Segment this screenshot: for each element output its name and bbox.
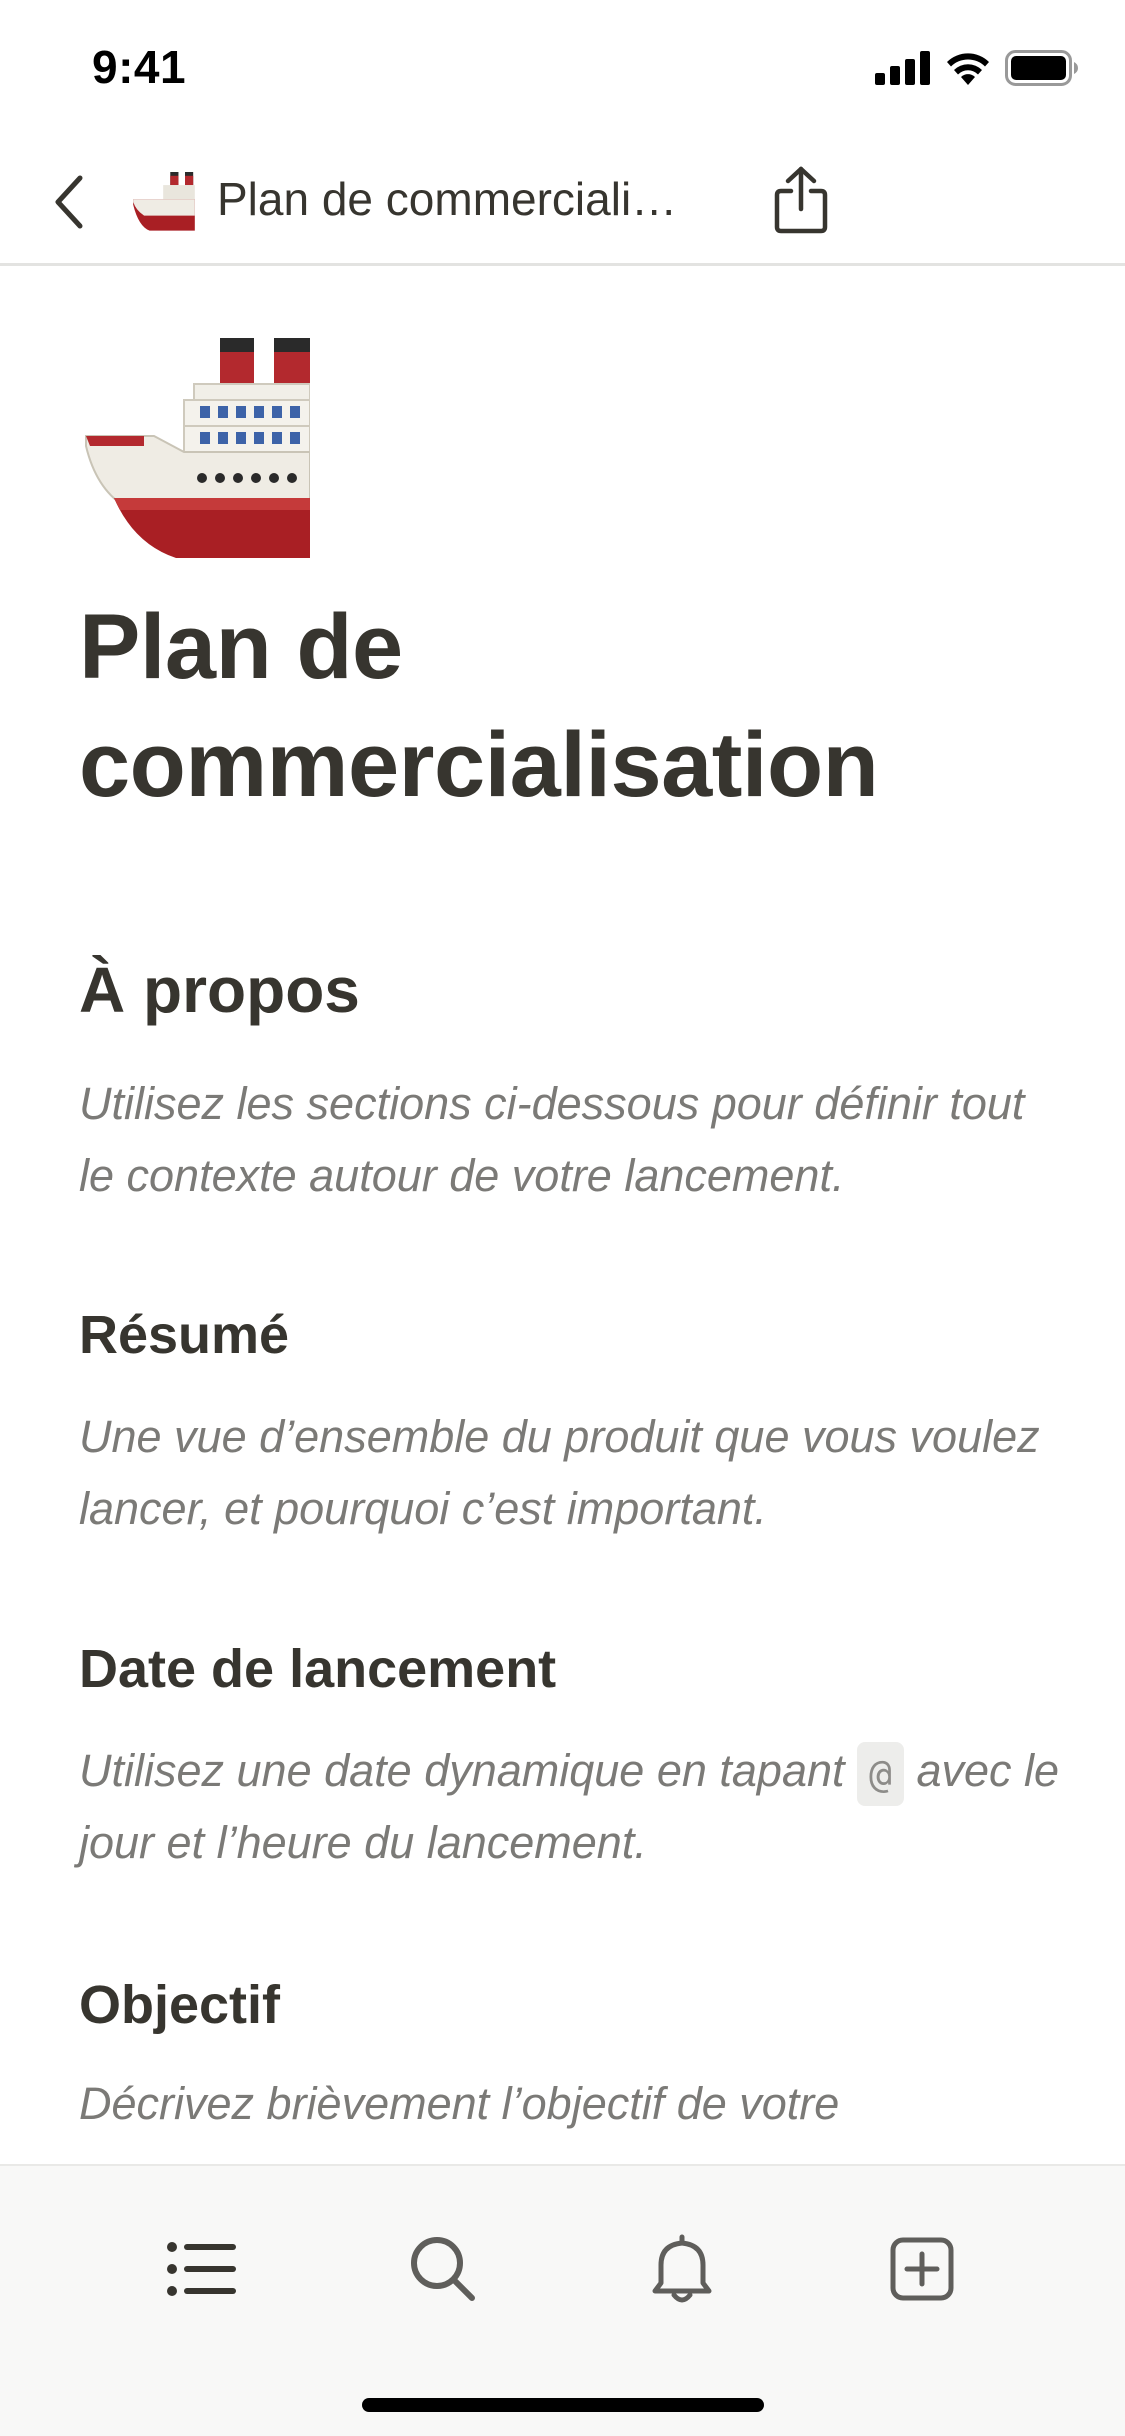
- description-text-after-code: avec le jour et l’heure du lancement.: [79, 1745, 1060, 1868]
- ship-emoji-icon[interactable]: [84, 338, 310, 558]
- section-heading-objectif[interactable]: Objectif: [79, 1975, 281, 2035]
- section-description-objectif[interactable]: Décrivez brièvement l’objectif de votre: [79, 2078, 840, 2129]
- share-button[interactable]: [768, 158, 834, 242]
- status-bar: [0, 0, 1125, 132]
- chevron-left-icon: [50, 172, 90, 232]
- section-heading-resume[interactable]: Résumé: [79, 1305, 290, 1365]
- tab-notifications[interactable]: [637, 2224, 727, 2314]
- tab-search[interactable]: [398, 2224, 488, 2314]
- bell-icon: [649, 2233, 715, 2305]
- battery-icon: [1005, 50, 1079, 86]
- new-page-icon: [889, 2236, 955, 2302]
- section-heading-date-de-lancement[interactable]: Date de lancement: [79, 1639, 557, 1699]
- page-title[interactable]: Plan de commercialisation: [79, 596, 879, 816]
- inline-code-at-sign: @: [857, 1742, 904, 1806]
- status-icons: [875, 50, 1079, 86]
- description-text-before-code: Utilisez une date dynamique en tapant: [79, 1745, 845, 1796]
- list-icon: [166, 2239, 238, 2299]
- cellular-signal-icon: [875, 51, 931, 85]
- ship-emoji-icon: [132, 172, 196, 232]
- navigation-bar: [0, 132, 1125, 266]
- tab-new-page[interactable]: [877, 2224, 967, 2314]
- section-description-a-propos[interactable]: Utilisez les sections ci-dessous pour définir tout le contexte autour de votre lancement.: [79, 1078, 1025, 1201]
- search-icon: [408, 2234, 478, 2304]
- bottom-tab-bar: [0, 2164, 1125, 2436]
- nav-page-title: Plan de commerciali…: [217, 173, 678, 225]
- home-indicator[interactable]: [362, 2398, 764, 2412]
- wifi-icon: [945, 51, 991, 85]
- section-heading-a-propos[interactable]: À propos: [79, 954, 360, 1026]
- section-description-date-de-lancement[interactable]: [79, 1735, 1069, 1879]
- status-time: 9:41: [92, 41, 187, 93]
- back-button[interactable]: [30, 162, 110, 242]
- share-icon: [771, 165, 831, 235]
- section-description-resume[interactable]: Une vue d’ensemble du produit que vous voulez lancer, et pourquoi c’est important.: [79, 1411, 1040, 1534]
- page-content: [0, 268, 1125, 2164]
- tab-sidebar-list[interactable]: [157, 2224, 247, 2314]
